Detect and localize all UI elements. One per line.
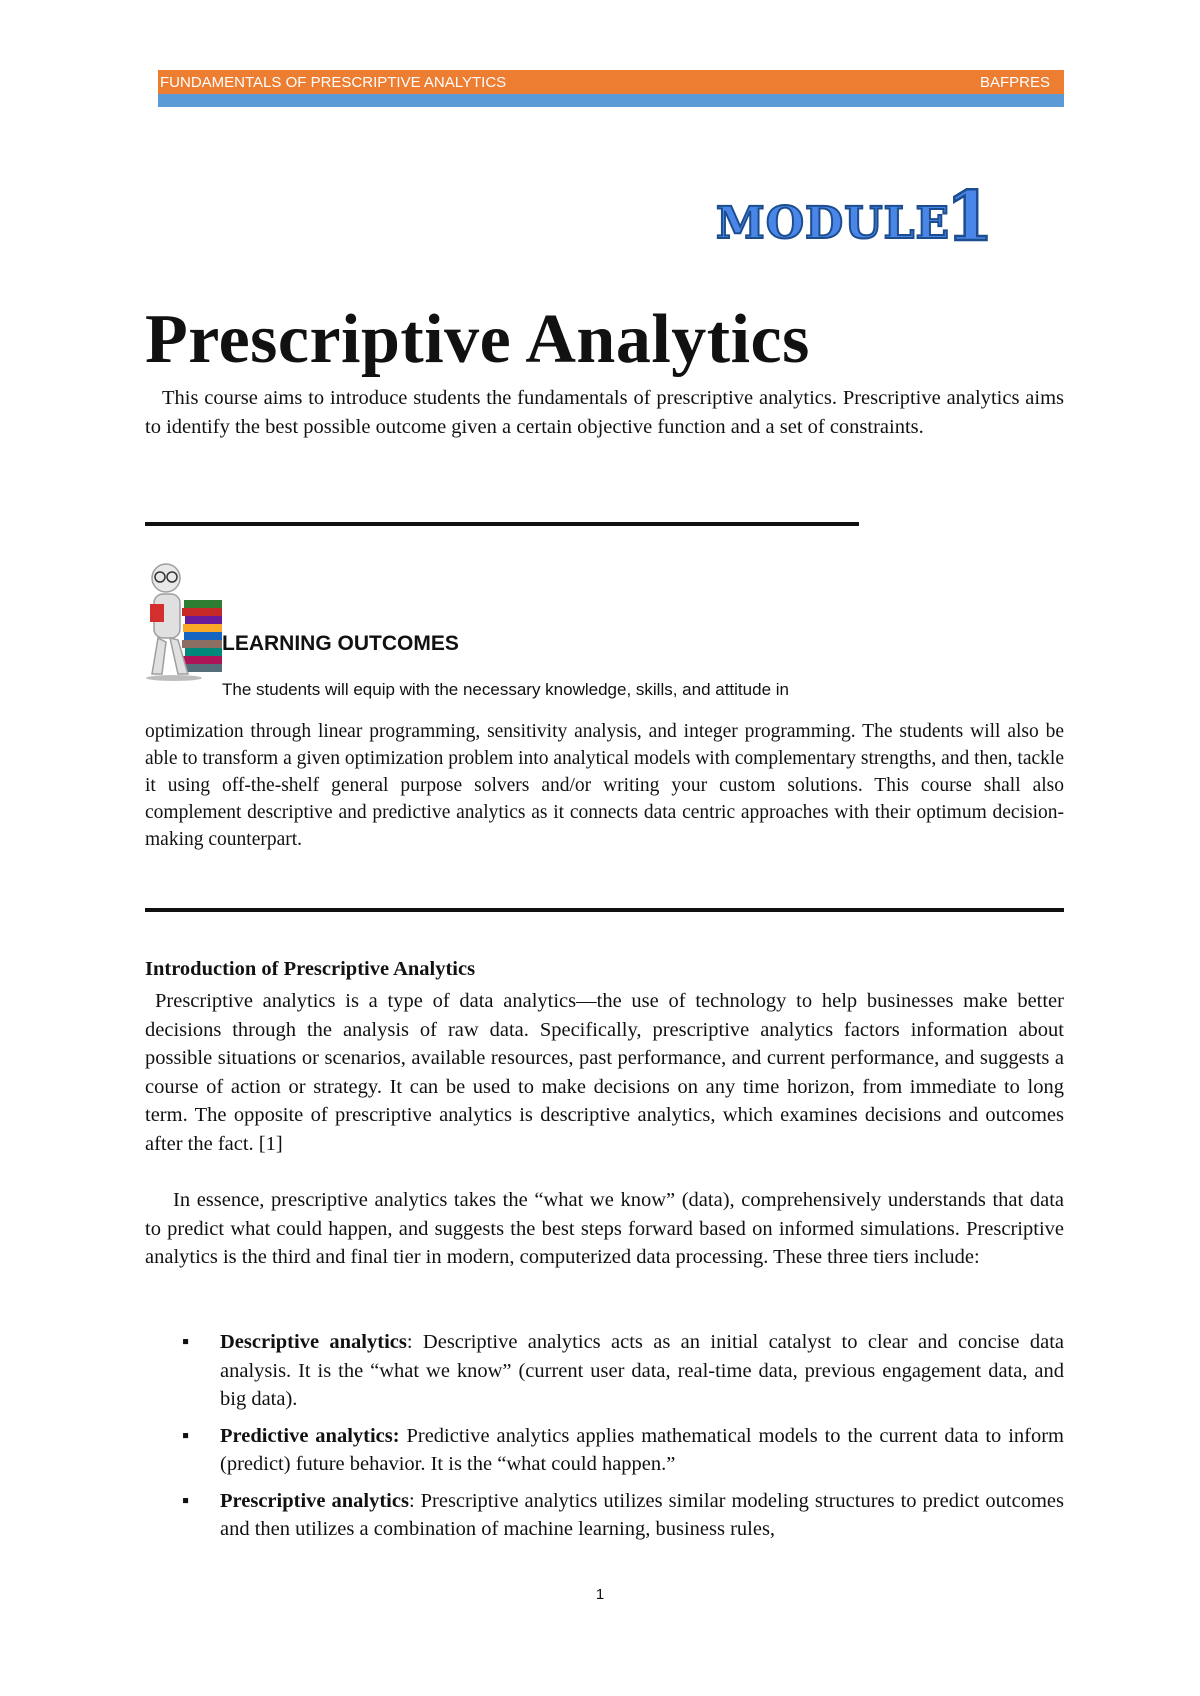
course-title: FUNDAMENTALS OF PRESCRIPTIVE ANALYTICS — [160, 73, 507, 91]
bullet-icon: ▪ — [182, 1424, 190, 1447]
list-item — [158, 1422, 1064, 1479]
analytics-tiers-list — [158, 1328, 1064, 1552]
list-item — [158, 1487, 1064, 1544]
bullet-icon: ▪ — [182, 1331, 190, 1353]
list-item — [158, 1328, 1064, 1414]
introduction-paragraph-2: In essence, prescriptive analytics takes the “what we know” (data), comprehensively understands that data to predict what could happen, and suggests the best steps forward based on informed simulations. Prescriptive analytics is the third and final tier in modern, computerized data processing. These three tiers include: — [145, 1189, 1064, 1268]
tier-separator: : — [408, 1489, 415, 1512]
module-badge-number: 1 — [946, 180, 994, 257]
course-description: This course aims to introduce students the fundamentals of prescriptive analytics. Prescriptive analytics aims to identify the best possible outcome given a certain objective function and a set of constraints. — [145, 387, 1064, 438]
running-header — [158, 70, 1064, 94]
tier-description: Prescriptive analytics utilizes similar modeling structures to predict outcomes and then utilizes a combination of machine learning, business rules, — [220, 1489, 1064, 1540]
header-accent-stripe — [158, 94, 1064, 107]
section-divider — [145, 908, 1064, 912]
tier-term: Descriptive analytics — [220, 1331, 407, 1353]
module-badge-text: MODULE — [716, 198, 951, 249]
page-number: 1 — [595, 1586, 605, 1603]
bullet-icon: ▪ — [182, 1489, 190, 1512]
learning-outcomes-body: optimization through linear programming, sensitivity analysis, and integer programming. The students will also be able to transform a given optimization problem into analytical models with complementary strengths, and then, tackle it using off-the-shelf general purpose solvers and/or writing your custom solutions. This course shall also complement descriptive and predictive analytics as it connects data centric approaches with their optimum decision-making counterpart. — [145, 721, 1064, 850]
page-title: Prescriptive Analytics — [145, 301, 810, 378]
module-badge — [710, 180, 1030, 260]
tier-term: Predictive analytics: — [220, 1424, 400, 1447]
introduction-paragraph-1: Prescriptive analytics is a type of data analytics—the use of technology to help businesses make better decisions through the analysis of raw data. Specifically, prescriptive analytics factors information about possible situations or scenarios, available resources, past performance, and current performance, and suggests a course of action or strategy. It can be used to make decisions on any time horizon, from immediate to long term. The opposite of prescriptive analytics is descriptive analytics, which examines decisions and outcomes after the fact. [1] — [145, 990, 1064, 1155]
section-divider — [145, 522, 859, 526]
tier-separator: : — [406, 1331, 413, 1353]
tier-description: Descriptive analytics acts as an initial catalyst to clear and concise data analysis. It is the “what we know” (current user data, real-time data, previous engagement data, and big data). — [220, 1331, 1064, 1410]
introduction-heading: Introduction of Prescriptive Analytics — [145, 958, 476, 980]
tier-description: Predictive analytics applies mathematical models to the current data to inform (predict) future behavior. It is the “what could happen.” — [220, 1424, 1064, 1475]
student-with-books-icon — [140, 560, 226, 682]
learning-outcomes-intro: The students will equip with the necessary knowledge, skills, and attitude in — [222, 680, 789, 699]
course-code: BAFPRES — [979, 73, 1050, 91]
tier-term: Prescriptive analytics — [220, 1489, 409, 1512]
learning-outcomes-heading: LEARNING OUTCOMES — [222, 632, 459, 655]
